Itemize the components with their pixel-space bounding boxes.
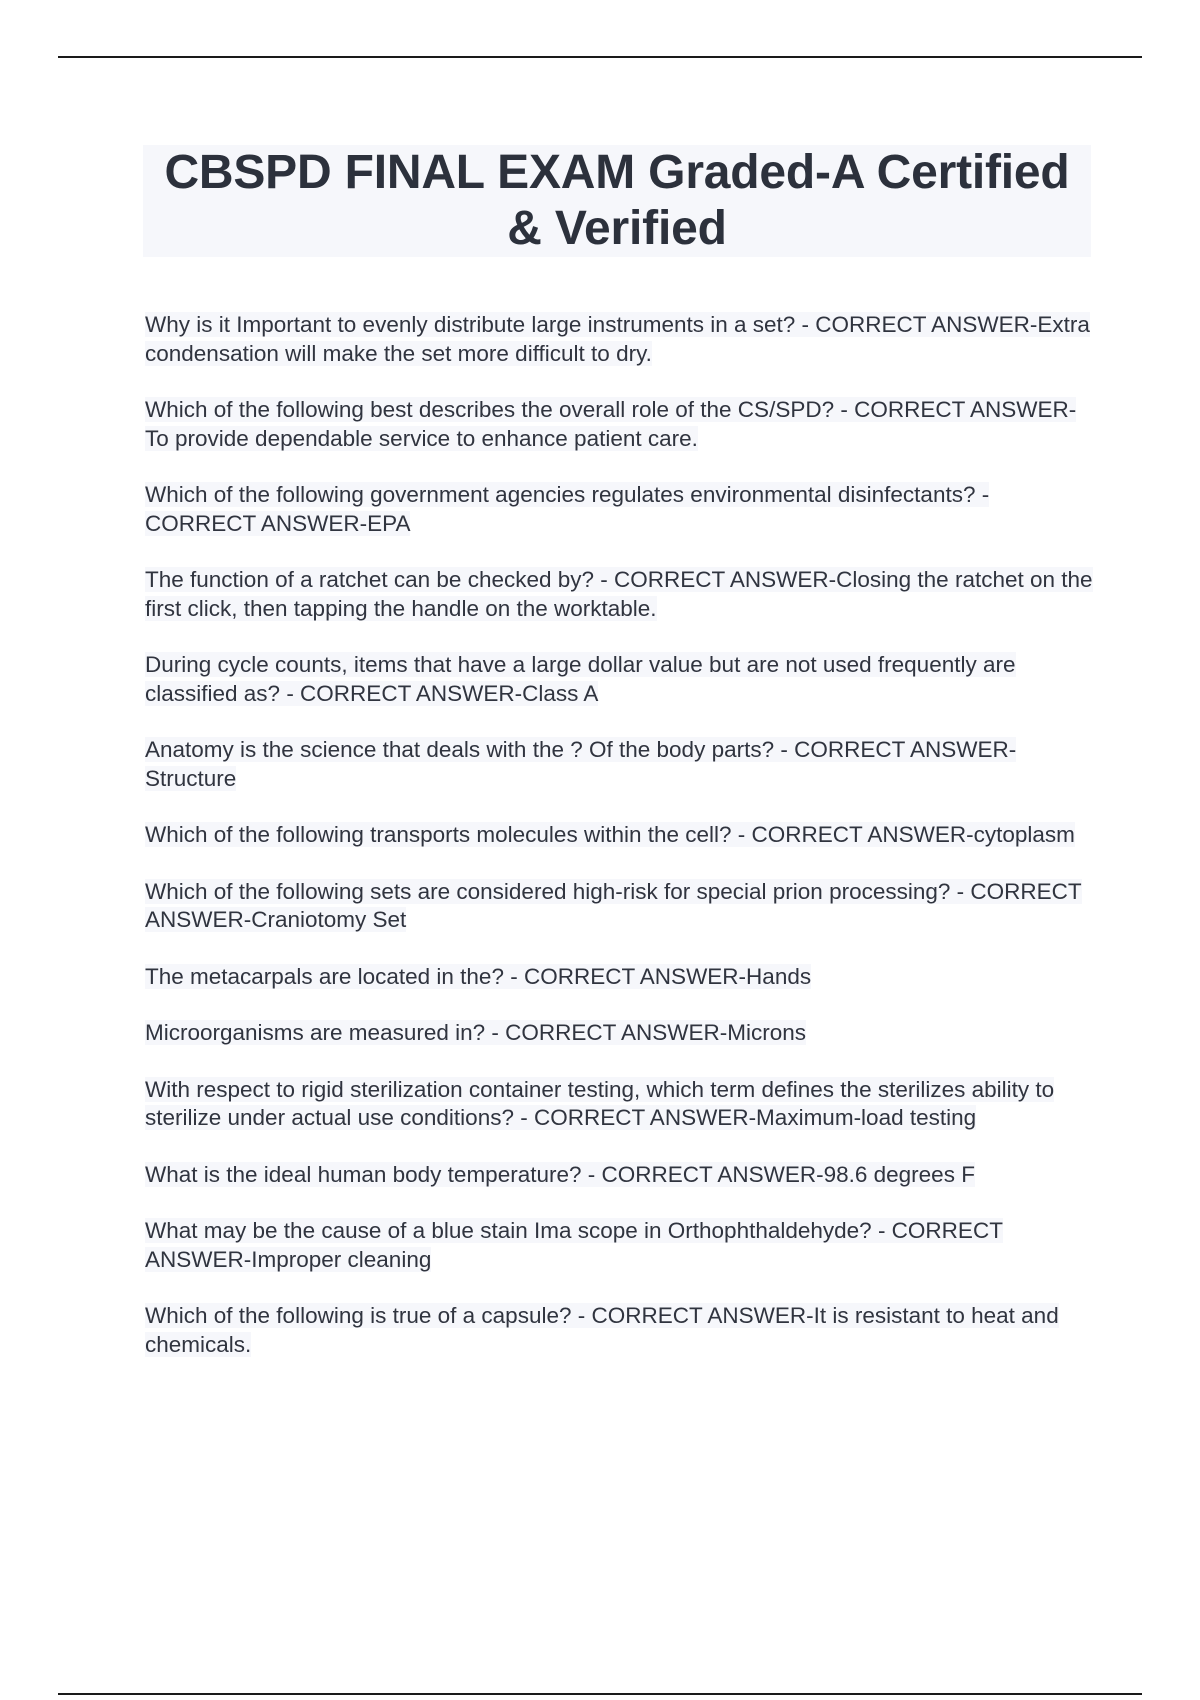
qa-text: Anatomy is the science that deals with the ? Of the body parts? - CORRECT ANSWER-Structure — [145, 737, 1017, 791]
qa-item — [145, 736, 1095, 793]
qa-item — [145, 1217, 1095, 1274]
qa-item — [145, 878, 1095, 935]
qa-text: Which of the following is true of a capsule? - CORRECT ANSWER-It is resistant to heat and chemicals. — [145, 1303, 1059, 1357]
qa-item — [145, 311, 1095, 368]
qa-item — [145, 481, 1095, 538]
qa-text: With respect to rigid sterilization container testing, which term defines the sterilizes ability to sterilize under actual use conditions? - CORRECT ANSWER-Maximum-load testing — [145, 1076, 1055, 1130]
qa-text: During cycle counts, items that have a large dollar value but are not used frequently are classified as? - CORRECT ANSWER-Class A — [145, 652, 1016, 706]
qa-text: Why is it Important to evenly distribute large instruments in a set? - CORRECT ANSWER-Extra condensation will make the set more difficult to dry. — [145, 312, 1090, 366]
qa-list — [145, 311, 1095, 1387]
qa-text: Which of the following transports molecules within the cell? - CORRECT ANSWER-cytoplasm — [145, 822, 1075, 847]
qa-text: Which of the following sets are considered high-risk for special prion processing? - CORRECT ANSWER-Craniotomy Set — [145, 878, 1082, 932]
top-divider — [58, 56, 1142, 58]
qa-item — [145, 821, 1095, 850]
qa-item — [145, 1302, 1095, 1359]
qa-item — [145, 651, 1095, 708]
qa-text: What is the ideal human body temperature? - CORRECT ANSWER-98.6 degrees F — [145, 1161, 975, 1187]
qa-item — [145, 396, 1095, 453]
qa-item — [145, 963, 1095, 992]
qa-text: The function of a ratchet can be checked by? - CORRECT ANSWER-Closing the ratchet on the first click, then tapping the handle on the worktable. — [145, 567, 1093, 621]
qa-item — [145, 1019, 1095, 1048]
bottom-divider — [58, 1693, 1142, 1695]
qa-item — [145, 1161, 1095, 1190]
qa-text: The metacarpals are located in the? - CORRECT ANSWER-Hands — [145, 963, 812, 989]
qa-text: Which of the following best describes the overall role of the CS/SPD? - CORRECT ANSWER-To provide dependable service to enhance patient care. — [145, 397, 1077, 451]
document-title: CBSPD FINAL EXAM Graded-A Certified & Verified — [164, 146, 1070, 255]
qa-item — [145, 566, 1095, 623]
qa-text: Which of the following government agencies regulates environmental disinfectants? - CORRECT ANSWER-EPA — [145, 482, 990, 536]
title-block — [143, 145, 1091, 257]
qa-item — [145, 1076, 1095, 1133]
qa-text: Microorganisms are measured in? - CORRECT ANSWER-Microns — [145, 1020, 806, 1045]
qa-text: What may be the cause of a blue stain Ima scope in Orthophthaldehyde? - CORRECT ANSWER-Improper cleaning — [145, 1218, 1003, 1272]
